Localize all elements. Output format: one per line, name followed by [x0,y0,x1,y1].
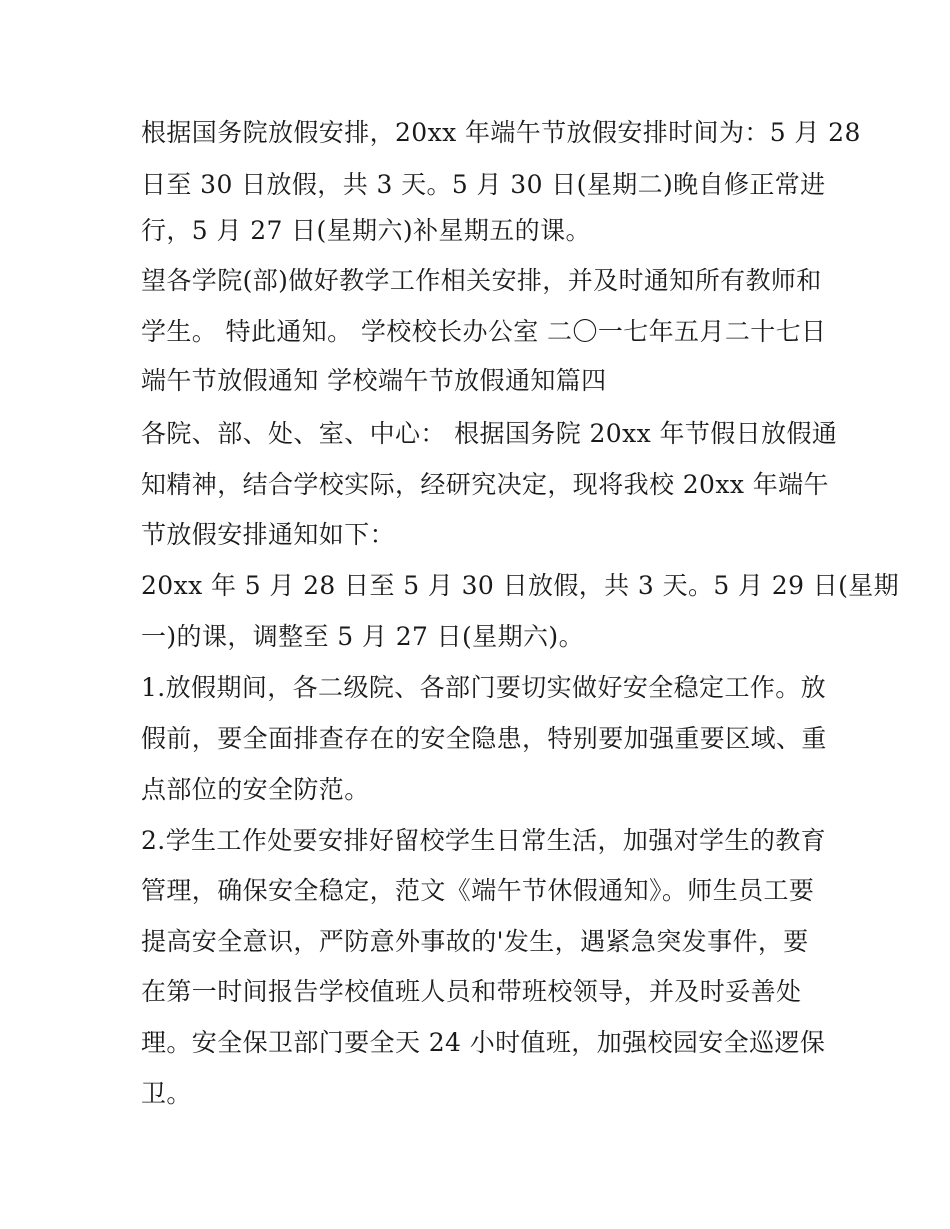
text-line: 1.放假期间，各二级院、各部门要切实做好安全稳定工作。放 [141,673,827,702]
text-line: 知精神，结合学校实际，经研究决定，现将我校 20xx 年端午 [141,470,829,499]
text-line: 学生。 特此通知。 学校校长办公室 二〇一七年五月二十七日 [141,317,827,346]
text-line: 管理，确保安全稳定，范文《端午节休假通知》。师生员工要 [141,876,815,905]
text-line: 理。安全保卫部门要全天 24 小时值班，加强校园安全巡逻保 [141,1028,826,1057]
text-line: 节放假安排通知如下： [141,520,396,549]
text-line: 在第一时间报告学校值班人员和带班校领导，并及时妥善处 [141,977,802,1006]
text-line: 一)的课，调整至 5 月 27 日(星期六)。 [141,622,584,651]
text-line: 卫。 [141,1079,192,1108]
text-line: 20xx 年 5 月 28 日至 5 月 30 日放假，共 3 天。5 月 29 日(星期 [141,571,900,600]
text-line: 日至 30 日放假，共 3 天。5 月 30 日(星期二)晚自修正常进 [141,170,826,199]
text-line: 望各学院(部)做好教学工作相关安排，并及时通知所有教师和 [141,266,822,295]
text-line: 各院、部、处、室、中心： 根据国务院 20xx 年节假日放假通 [141,419,838,448]
text-line: 点部位的安全防范。 [141,775,370,804]
text-line: 提高安全意识，严防意外事故的'发生，遇紧急突发事件，要 [141,927,809,956]
text-line: 假前，要全面排查存在的安全隐患，特别要加强重要区域、重 [141,724,827,753]
text-line: 根据国务院放假安排，20xx 年端午节放假安排时间为：5 月 28 [141,118,861,147]
text-line: 端午节放假通知 学校端午节放假通知篇四 [141,366,607,395]
text-line: 行，5 月 27 日(星期六)补星期五的课。 [141,216,591,245]
text-line: 2.学生工作处要安排好留校学生日常生活，加强对学生的教育 [141,826,827,855]
